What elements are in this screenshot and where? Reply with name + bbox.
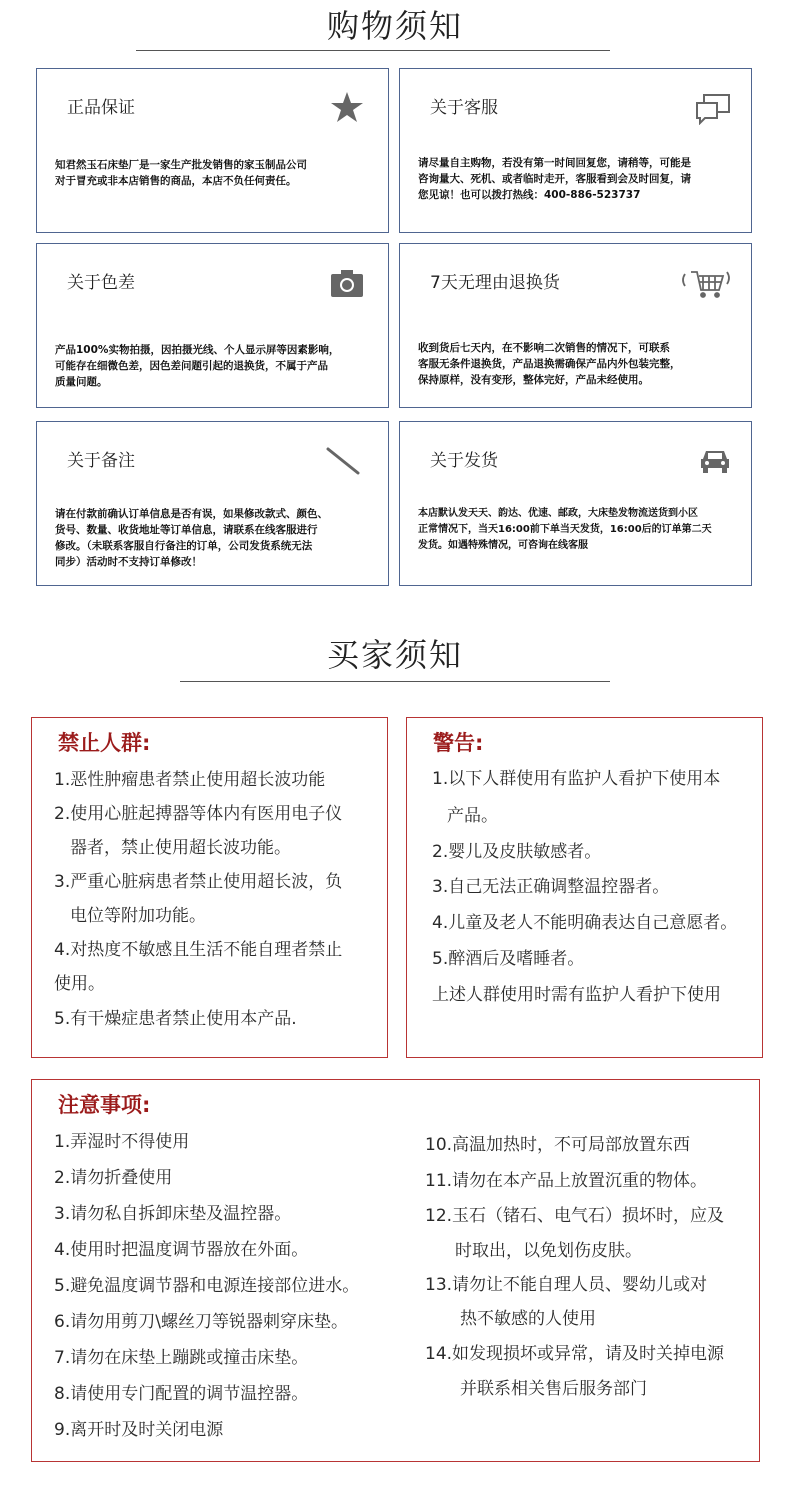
card-body-line: 产品100%实物拍摄，因拍摄光线、个人显示屏等因素影响，	[55, 344, 340, 356]
warning-title: 警告:	[433, 731, 484, 755]
card-customer-service	[399, 68, 752, 233]
precautions-box	[31, 1079, 760, 1462]
forbidden-line: 4.对热度不敏感且生活不能自理者禁止	[54, 940, 343, 960]
card-body-line: 修改。（未联系客服自行备注的订单，公司发货系统无法	[55, 540, 313, 552]
precaution-item: 6.请勿用剪刀\螺丝刀等锐器刺穿床垫。	[54, 1312, 348, 1332]
precaution-item: 12.玉石（锗石、电气石）损坏时，应及	[425, 1206, 725, 1226]
card-body-line: 可能存在细微色差，因色差问题引起的退换货，不属于产品	[55, 360, 328, 372]
card-body-line: 货号、数量、收货地址等订单信息，请联系在线客服进行	[55, 524, 318, 536]
precautions-title: 注意事项:	[58, 1093, 151, 1117]
warning-line: 产品。	[447, 806, 498, 826]
card-title: 7天无理由退换货	[430, 273, 560, 293]
precaution-item: 并联系相关售后服务部门	[460, 1379, 647, 1399]
buyer-notice-title: 买家须知	[326, 636, 463, 674]
star-icon	[330, 91, 364, 127]
forbidden-line: 1.恶性肿瘤患者禁止使用超长波功能	[54, 770, 326, 790]
card-title: 关于客服	[430, 98, 498, 118]
precaution-item: 时取出，以免划伤皮肤。	[455, 1241, 642, 1261]
card-title: 正品保证	[67, 98, 135, 118]
card-genuine-guarantee	[36, 68, 389, 233]
warning-line: 4.儿童及老人不能明确表达自己意愿者。	[432, 913, 738, 933]
precaution-item: 9.离开时及时关闭电源	[54, 1420, 224, 1440]
card-body-line: 本店默认发天天、韵达、优速、邮政，大床垫发物流送货到小区	[418, 508, 698, 519]
card-shipping	[399, 421, 752, 586]
precaution-item: 1.弄湿时不得使用	[54, 1132, 190, 1152]
card-body-line: 客服无条件退换货，产品退换需确保产品内外包装完整，	[418, 358, 681, 370]
card-body-line: 对于冒充或非本店销售的商品，本店不负任何责任。	[55, 175, 297, 187]
precaution-item: 10.高温加热时，不可局部放置东西	[425, 1135, 691, 1155]
pen-icon	[326, 446, 362, 480]
forbidden-line: 器者，禁止使用超长波功能。	[70, 838, 291, 858]
card-color-difference	[36, 243, 389, 408]
card-title: 关于备注	[67, 451, 135, 471]
card-body-line: 发货。如遇特殊情况，可咨询在线客服	[418, 540, 588, 551]
precaution-item: 14.如发现损坏或异常，请及时关掉电源	[425, 1344, 725, 1364]
forbidden-line: 5.有干燥症患者禁止使用本产品.	[54, 1009, 297, 1029]
forbidden-line: 2.使用心脏起搏器等体内有医用电子仪	[54, 804, 343, 824]
warning-line: 1.以下人群使用有监护人看护下使用本	[432, 769, 721, 789]
card-title: 关于发货	[430, 451, 498, 471]
precaution-item: 5.避免温度调节器和电源连接部位进水。	[54, 1276, 360, 1296]
card-body-line: 咨询量大、死机、或者临时走开，客服看到会及时回复，请	[418, 173, 691, 185]
card-body-line: 请在付款前确认订单信息是否有误，如果修改款式、颜色、	[55, 508, 328, 520]
camera-icon	[330, 268, 364, 302]
card-seven-day-return	[399, 243, 752, 408]
card-order-notes	[36, 421, 389, 586]
card-body-line: 质量问题。	[55, 376, 108, 388]
forbidden-title: 禁止人群:	[58, 731, 151, 755]
title-divider	[136, 50, 610, 51]
card-body-line: 收到货后七天内，在不影响二次销售的情况下，可联系	[418, 342, 670, 354]
card-title: 关于色差	[67, 273, 135, 293]
car-icon	[699, 448, 731, 478]
forbidden-line: 使用。	[54, 974, 105, 994]
card-body-line: 请尽量自主购物，若没有第一时间回复您，请稍等，可能是	[418, 157, 691, 169]
warning-line: 2.婴儿及皮肤敏感者。	[432, 842, 602, 862]
card-body-line: 您见谅！也可以拨打热线：400-886-523737	[418, 189, 641, 201]
title-divider	[180, 681, 610, 682]
chat-bubbles-icon	[695, 93, 731, 129]
warning-line: 5.醉酒后及嗜睡者。	[432, 949, 585, 969]
shopping-cart-icon	[679, 266, 733, 304]
forbidden-line: 3.严重心脏病患者禁止使用超长波，负	[54, 872, 343, 892]
forbidden-groups-box	[31, 717, 388, 1058]
card-body-line: 正常情况下，当天16:00前下单当天发货，16:00后的订单第二天	[418, 524, 712, 535]
precaution-item: 11.请勿在本产品上放置沉重的物体。	[425, 1171, 708, 1191]
forbidden-line: 电位等附加功能。	[70, 906, 206, 926]
precaution-item: 8.请使用专门配置的调节温控器。	[54, 1384, 309, 1404]
precaution-item: 热不敏感的人使用	[460, 1309, 596, 1329]
card-body-line: 知君然玉石床垫厂是一家生产批发销售的家玉制品公司	[55, 159, 307, 171]
warning-line: 上述人群使用时需有监护人看护下使用	[432, 985, 721, 1005]
shopping-notice-title: 购物须知	[326, 7, 463, 45]
precaution-item: 2.请勿折叠使用	[54, 1168, 173, 1188]
card-body-line: 保持原样，没有变形，整体完好，产品未经使用。	[418, 374, 649, 386]
precaution-item: 4.使用时把温度调节器放在外面。	[54, 1240, 309, 1260]
card-body-line: 同步）活动时不支持订单修改！	[55, 556, 202, 568]
precaution-item: 13.请勿让不能自理人员、婴幼儿或对	[425, 1275, 708, 1295]
warning-box	[406, 717, 763, 1058]
precaution-item: 3.请勿私自拆卸床垫及温控器。	[54, 1204, 292, 1224]
warning-line: 3.自己无法正确调整温控器者。	[432, 877, 670, 897]
precaution-item: 7.请勿在床垫上蹦跳或撞击床垫。	[54, 1348, 309, 1368]
